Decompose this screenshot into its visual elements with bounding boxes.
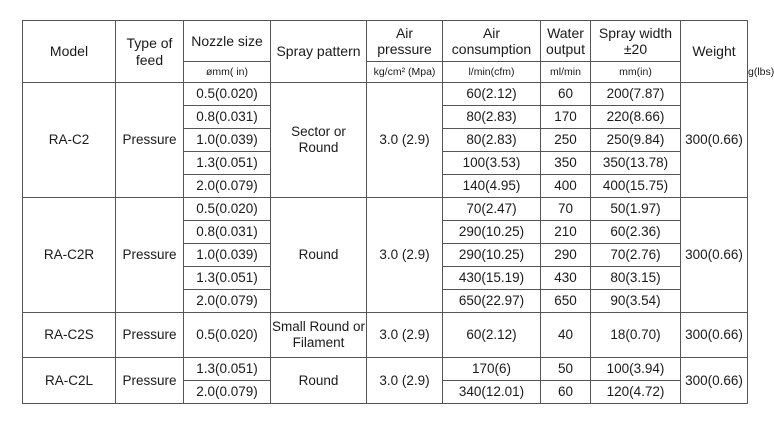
water-output-cell: 70	[541, 198, 591, 221]
spray-width-cell: 220(8.66)	[591, 106, 681, 129]
air-consumption-cell: 430(15.19)	[443, 267, 541, 290]
feed-cell: Pressure	[116, 358, 184, 404]
unit-spray-width: mm(in)	[591, 62, 681, 83]
nozzle-cell: 1.0(0.039)	[184, 244, 271, 267]
spray-width-cell: 250(9.84)	[591, 129, 681, 152]
weight-cell: 300(0.66)	[681, 83, 748, 198]
spray-width-cell: 350(13.78)	[591, 152, 681, 175]
feed-cell: Pressure	[116, 198, 184, 313]
header-row	[23, 21, 748, 62]
header-feed: Type of feed	[116, 21, 184, 83]
water-output-cell: 650	[541, 290, 591, 313]
header-weight: Weight	[681, 21, 748, 83]
weight-cell: 300(0.66)	[681, 198, 748, 313]
spray-width-cell: 120(4.72)	[591, 381, 681, 404]
water-output-cell: 60	[541, 381, 591, 404]
nozzle-cell: 0.8(0.031)	[184, 106, 271, 129]
spray-width-cell: 100(3.94)	[591, 358, 681, 381]
spray-width-cell: 200(7.87)	[591, 83, 681, 106]
nozzle-cell: 0.5(0.020)	[184, 198, 271, 221]
water-output-cell: 170	[541, 106, 591, 129]
air-consumption-cell: 70(2.47)	[443, 198, 541, 221]
air-consumption-cell: 140(4.95)	[443, 175, 541, 198]
header-model: Model	[23, 21, 116, 83]
air-consumption-cell: 100(3.53)	[443, 152, 541, 175]
spray-width-cell: 50(1.97)	[591, 198, 681, 221]
nozzle-cell: 0.5(0.020)	[184, 313, 271, 358]
table-row	[23, 83, 748, 106]
unit-air-pressure: kg/cm² (Mpa)	[367, 62, 443, 83]
air-consumption-cell: 80(2.83)	[443, 106, 541, 129]
water-output-cell: 250	[541, 129, 591, 152]
spray-width-cell: 90(3.54)	[591, 290, 681, 313]
air-consumption-cell: 650(22.97)	[443, 290, 541, 313]
air-consumption-cell: 290(10.25)	[443, 221, 541, 244]
nozzle-cell: 0.5(0.020)	[184, 83, 271, 106]
nozzle-cell: 0.8(0.031)	[184, 221, 271, 244]
water-output-cell: 210	[541, 221, 591, 244]
pressure-cell: 3.0 (2.9)	[367, 83, 443, 198]
water-output-cell: 40	[541, 313, 591, 358]
header-air-pressure: Air pressure	[367, 21, 443, 62]
model-cell: RA-C2	[23, 83, 116, 198]
water-output-cell: 290	[541, 244, 591, 267]
water-output-cell: 430	[541, 267, 591, 290]
model-cell: RA-C2S	[23, 313, 116, 358]
header-nozzle: Nozzle size	[184, 21, 271, 62]
air-consumption-cell: 290(10.25)	[443, 244, 541, 267]
water-output-cell: 50	[541, 358, 591, 381]
header-water-output: Water output	[541, 21, 591, 62]
unit-air-consumption: l/min(cfm)	[443, 62, 541, 83]
pattern-cell: Round	[271, 358, 367, 404]
weight-cell: 300(0.66)	[681, 358, 748, 404]
header-spray-width: Spray width ±20	[591, 21, 681, 62]
spray-width-cell: 18(0.70)	[591, 313, 681, 358]
table-row	[23, 358, 748, 381]
weight-cell: 300(0.66)	[681, 313, 748, 358]
nozzle-cell: 1.3(0.051)	[184, 358, 271, 381]
water-output-cell: 400	[541, 175, 591, 198]
unit-water-output: ml/min	[541, 62, 591, 83]
nozzle-cell: 1.3(0.051)	[184, 267, 271, 290]
pattern-cell: Small Round or Filament	[271, 313, 367, 358]
table-row	[23, 313, 748, 358]
table-row	[23, 198, 748, 221]
feed-cell: Pressure	[116, 83, 184, 198]
unit-row: ømm( in) kg/cm² (Mpa) l/min(cfm) ml/min mm(in) g(lbs)	[23, 62, 748, 83]
header-air-consumption: Air consumption	[443, 21, 541, 62]
spray-width-cell: 60(2.36)	[591, 221, 681, 244]
water-output-cell: 350	[541, 152, 591, 175]
unit-nozzle: ømm( in)	[184, 62, 271, 83]
air-consumption-cell: 60(2.12)	[443, 83, 541, 106]
spec-table	[22, 20, 774, 404]
pressure-cell: 3.0 (2.9)	[367, 313, 443, 358]
nozzle-cell: 2.0(0.079)	[184, 175, 271, 198]
pattern-cell: Round	[271, 198, 367, 313]
pressure-cell: 3.0 (2.9)	[367, 358, 443, 404]
air-consumption-cell: 60(2.12)	[443, 313, 541, 358]
spray-width-cell: 70(2.76)	[591, 244, 681, 267]
air-consumption-cell: 80(2.83)	[443, 129, 541, 152]
nozzle-cell: 1.0(0.039)	[184, 129, 271, 152]
nozzle-cell: 2.0(0.079)	[184, 290, 271, 313]
pattern-cell: Sector or Round	[271, 83, 367, 198]
spray-width-cell: 80(3.15)	[591, 267, 681, 290]
header-pattern: Spray pattern	[271, 21, 367, 83]
water-output-cell: 60	[541, 83, 591, 106]
pressure-cell: 3.0 (2.9)	[367, 198, 443, 313]
nozzle-cell: 1.3(0.051)	[184, 152, 271, 175]
spray-width-cell: 400(15.75)	[591, 175, 681, 198]
feed-cell: Pressure	[116, 313, 184, 358]
nozzle-cell: 2.0(0.079)	[184, 381, 271, 404]
air-consumption-cell: 170(6)	[443, 358, 541, 381]
model-cell: RA-C2R	[23, 198, 116, 313]
model-cell: RA-C2L	[23, 358, 116, 404]
air-consumption-cell: 340(12.01)	[443, 381, 541, 404]
